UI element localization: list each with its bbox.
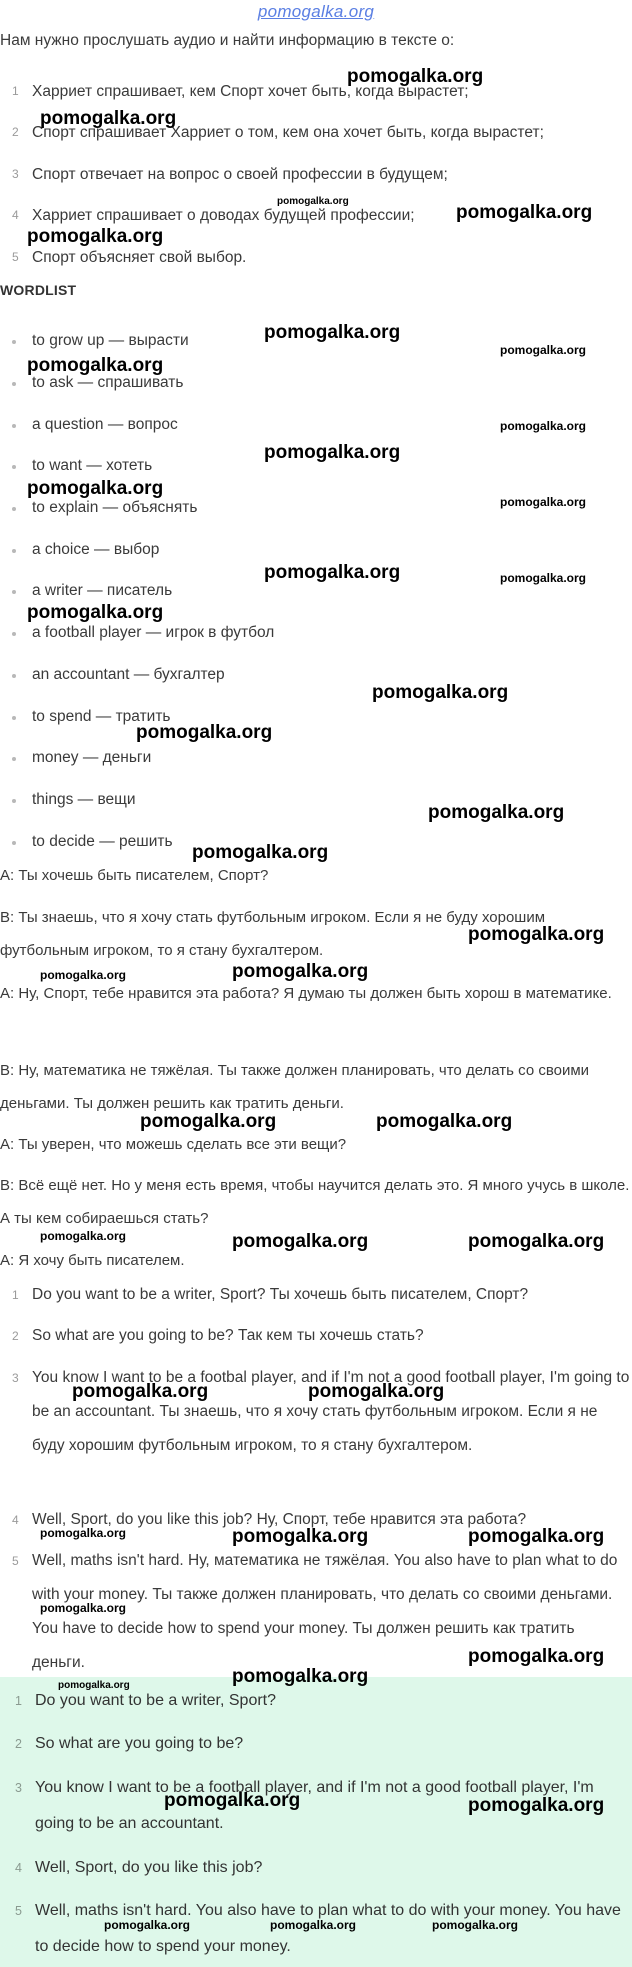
bullet-icon — [12, 716, 16, 720]
task-number: 5 — [12, 250, 19, 264]
watermark: pomogalka.org — [270, 1918, 357, 1932]
watermark: pomogalka.org — [72, 1381, 209, 1402]
task-text: Харриет спрашивает о доводах будущей профессии; — [32, 207, 415, 224]
task-text: Спорт объясняет свой выбор. — [32, 249, 247, 266]
wordlist-item-text: things — вещи — [32, 791, 136, 808]
translation-number: 4 — [12, 1513, 19, 1527]
watermark: pomogalka.org — [40, 1526, 127, 1540]
translation-text: Do you want to be a writer, Sport? Ты хочешь быть писателем, Спорт? — [32, 1286, 529, 1303]
answer-text: Do you want to be a writer, Sport? — [35, 1692, 277, 1709]
task-text: Спорт спрашивает Харриет о том, кем она хочет быть, когда вырастет; — [32, 124, 544, 141]
bullet-icon — [12, 507, 16, 511]
translation-text: Well, maths isn't hard. Ну, математика не тяжёлая. You also have to plan what to do with your money. Ты также должен планировать, что делать со своими деньгами. You have to decide how to spend your money. Ты должен решить как тратить деньги. — [32, 1552, 618, 1671]
task-number: 4 — [12, 208, 19, 222]
bullet-icon — [12, 549, 16, 553]
watermark: pomogalka.org — [468, 1526, 605, 1547]
bullet-icon — [12, 340, 16, 344]
watermark: pomogalka.org — [27, 355, 164, 376]
translation-text: Well, Sport, do you like this job? Ну, Спорт, тебе нравится эта работа? — [32, 1511, 527, 1528]
bullet-icon — [12, 382, 16, 386]
wordlist-item-text: money — деньги — [32, 749, 152, 766]
bullet-icon — [12, 757, 16, 761]
watermark: pomogalka.org — [468, 1646, 605, 1667]
watermark: pomogalka.org — [264, 322, 401, 343]
watermark: pomogalka.org — [372, 682, 509, 703]
watermark: pomogalka.org — [500, 571, 587, 585]
site-watermark-top[interactable]: pomogalka.org — [257, 2, 375, 21]
task-number: 3 — [12, 167, 19, 181]
wordlist-item-text: a choice — выбор — [32, 541, 160, 558]
task-number: 1 — [12, 84, 19, 98]
bullet-icon — [12, 799, 16, 803]
translation-text: You know I want to be a footbal player, and if I'm not a good football player, I'm going to be an accountant. Ты знаешь, что я хочу стать футбольным игроком. Если я не буду хорошим футбольным игроком, то я стану бухгалтером. — [32, 1369, 630, 1454]
watermark: pomogalka.org — [500, 495, 587, 509]
wordlist-item-text: to explain — объяснять — [32, 499, 198, 516]
dialog-line: B: Всё ещё нет. Но у меня есть время, чтобы научится делать это. Я много учусь в школе. А ты кем собираешься стать? — [0, 1177, 630, 1227]
translation-number: 5 — [12, 1554, 19, 1568]
dialog-line: B: Ты знаешь, что я хочу стать футбольным игроком. Если я не буду хорошим футбольным игроком, то я стану бухгалтером. — [0, 909, 546, 959]
bullet-icon — [12, 465, 16, 469]
watermark: pomogalka.org — [468, 1795, 605, 1816]
watermark: pomogalka.org — [468, 1231, 605, 1252]
watermark: pomogalka.org — [264, 442, 401, 463]
bullet-icon — [12, 590, 16, 594]
watermark: pomogalka.org — [308, 1381, 445, 1402]
answer-number: 4 — [15, 1861, 22, 1875]
bullet-icon — [12, 632, 16, 636]
watermark: pomogalka.org — [58, 1680, 130, 1691]
watermark: pomogalka.org — [232, 1526, 369, 1547]
watermark: pomogalka.org — [40, 968, 127, 982]
wordlist-item-text: a writer — писатель — [32, 582, 173, 599]
answer-text: Well, maths isn't hard. You also have to plan what to do with your money. You have to decide how to spend your money. — [35, 1902, 621, 1955]
answer-text: So what are you going to be? — [35, 1735, 244, 1752]
dialog-line: A: Ты хочешь быть писателем, Спорт? — [0, 867, 269, 884]
intro-text: Нам нужно прослушать аудио и найти информацию в тексте о: — [0, 32, 455, 49]
watermark: pomogalka.org — [27, 226, 164, 247]
translation-number: 1 — [12, 1288, 19, 1302]
wordlist-item-text: to want — хотеть — [32, 457, 153, 474]
watermark: pomogalka.org — [277, 196, 349, 207]
dialog-line: A: Ну, Спорт, тебе нравится эта работа? Я думаю ты должен быть хорош в математике. — [0, 985, 612, 1002]
wordlist-item-text: to decide — решить — [32, 833, 173, 850]
wordlist-item-text: a football player — игрок в футбол — [32, 624, 275, 641]
task-text: Харриет спрашивает, кем Спорт хочет быть, когда вырастет; — [32, 83, 469, 100]
watermark: pomogalka.org — [500, 343, 587, 357]
wordlist-item-text: an accountant — бухгалтер — [32, 666, 225, 683]
wordlist-item-text: to ask — спрашивать — [32, 374, 184, 391]
translation-text: So what are you going to be? Так кем ты хочешь стать? — [32, 1327, 424, 1344]
watermark: pomogalka.org — [136, 722, 273, 743]
answer-number: 1 — [15, 1694, 22, 1708]
bullet-icon — [12, 424, 16, 428]
answer-text: You know I want to be a football player, and if I'm not a good football player, I'm going to be an accountant. — [35, 1779, 594, 1832]
wordlist-heading: WORDLIST — [0, 282, 77, 298]
watermark: pomogalka.org — [40, 1601, 127, 1615]
watermark: pomogalka.org — [428, 802, 565, 823]
answer-text: Well, Sport, do you like this job? — [35, 1859, 263, 1876]
watermark: pomogalka.org — [164, 1790, 301, 1811]
watermark: pomogalka.org — [468, 924, 605, 945]
watermark: pomogalka.org — [27, 478, 164, 499]
wordlist-item-text: a question — вопрос — [32, 416, 178, 433]
watermark: pomogalka.org — [500, 419, 587, 433]
translation-number: 2 — [12, 1329, 19, 1343]
watermark: pomogalka.org — [456, 202, 593, 223]
watermark: pomogalka.org — [264, 562, 401, 583]
watermark: pomogalka.org — [40, 108, 177, 129]
task-text: Спорт отвечает на вопрос о своей профессии в будущем; — [32, 166, 448, 183]
watermark: pomogalka.org — [232, 1231, 369, 1252]
task-number: 2 — [12, 125, 19, 139]
dialog-line: B: Ну, математика не тяжёлая. Ты также должен планировать, что делать со своими деньгами. Ты должен решить как тратить деньги. — [0, 1062, 590, 1112]
wordlist-item-text: to grow up — вырасти — [32, 332, 189, 349]
answer-number: 5 — [15, 1904, 22, 1918]
dialog-line: A: Ты уверен, что можешь сделать все эти вещи? — [0, 1136, 347, 1153]
watermark: pomogalka.org — [192, 842, 329, 863]
bullet-icon — [12, 841, 16, 845]
watermark: pomogalka.org — [140, 1111, 277, 1132]
watermark: pomogalka.org — [104, 1918, 191, 1932]
wordlist-item-text: to spend — тратить — [32, 708, 171, 725]
watermark: pomogalka.org — [232, 1666, 369, 1687]
watermark: pomogalka.org — [27, 602, 164, 623]
watermark: pomogalka.org — [232, 961, 369, 982]
answer-number: 2 — [15, 1737, 22, 1751]
watermark: pomogalka.org — [40, 1229, 127, 1243]
dialog-line: A: Я хочу быть писателем. — [0, 1252, 185, 1269]
answer-number: 3 — [15, 1781, 22, 1795]
bullet-icon — [12, 674, 16, 678]
watermark: pomogalka.org — [432, 1918, 519, 1932]
translation-number: 3 — [12, 1371, 19, 1385]
watermark: pomogalka.org — [376, 1111, 513, 1132]
watermark: pomogalka.org — [347, 66, 484, 87]
